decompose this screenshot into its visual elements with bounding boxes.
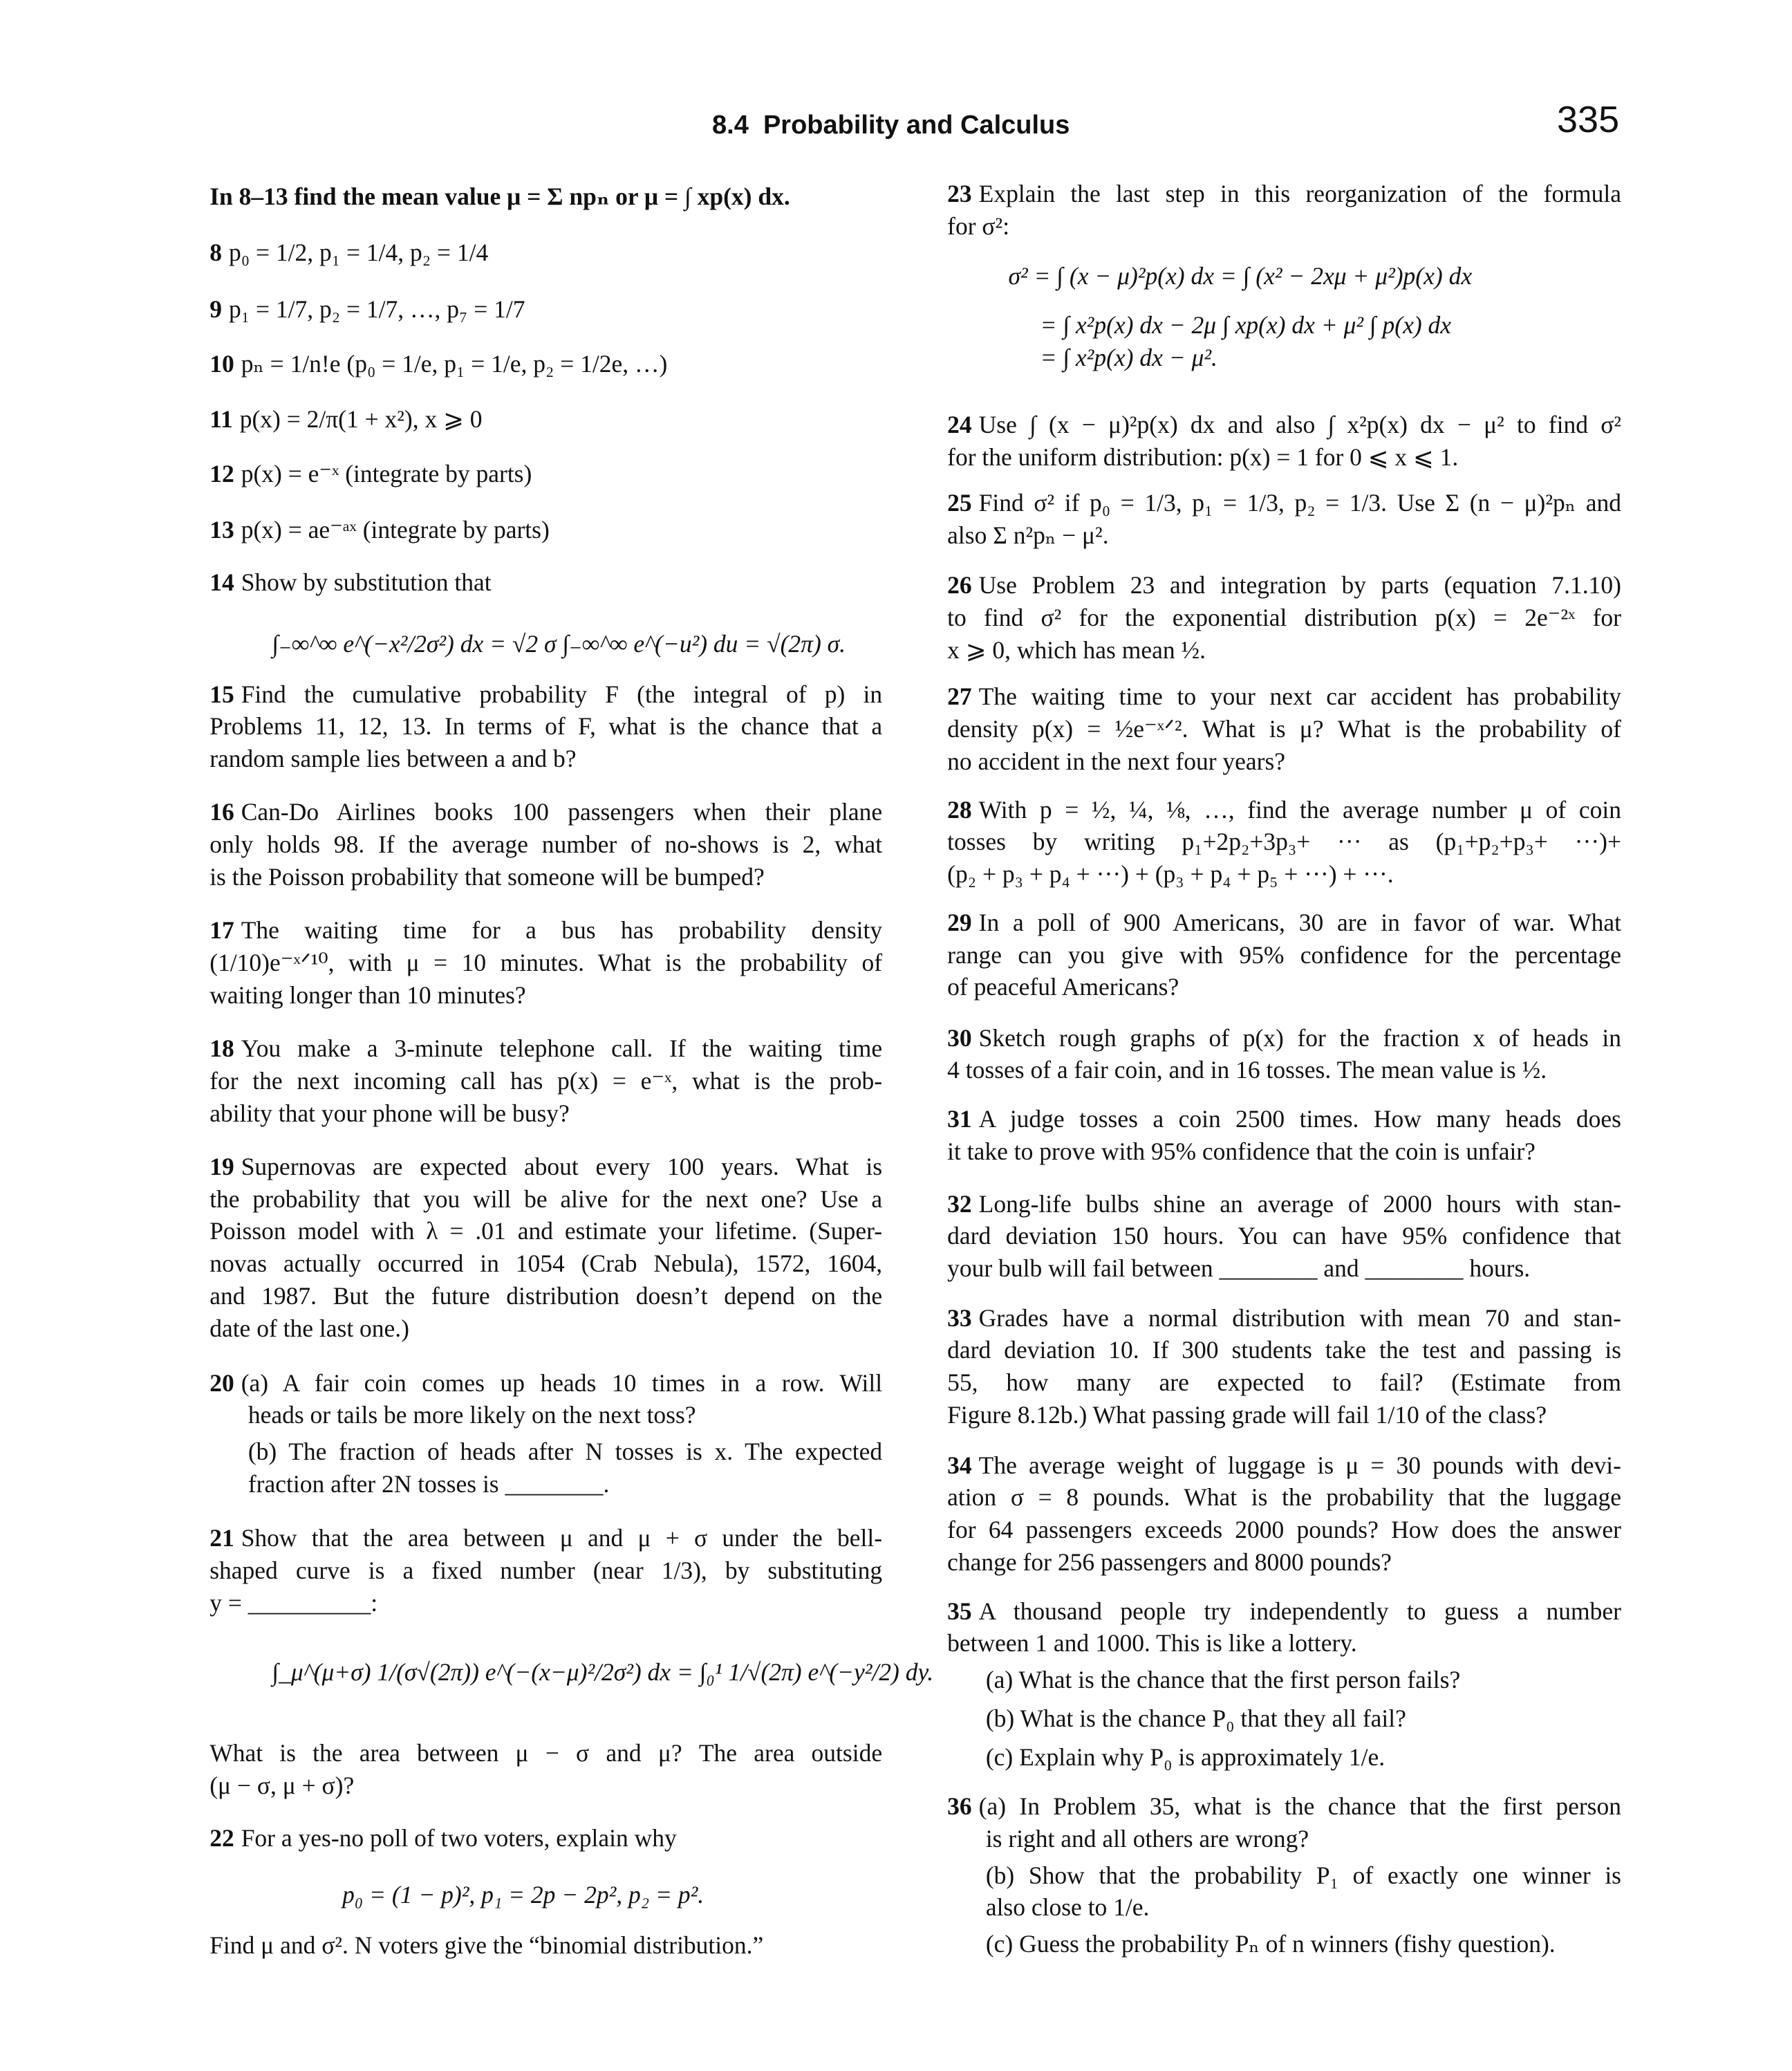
- line-text: ation σ = 8 pounds. What is the probability that the luggage: [947, 1483, 1621, 1512]
- problem-text-line: [947, 826, 1621, 857]
- line-text: (1/10)e⁻ˣᐟ¹⁰, with μ = 10 minutes. What is the probability of: [209, 949, 883, 976]
- line-text: The waiting time for a bus has probability density: [241, 916, 883, 945]
- problem-number: 15: [209, 680, 234, 708]
- line-text: random sample lies between a and b?: [209, 745, 577, 773]
- problem-number: 33: [947, 1303, 972, 1332]
- line-text: σ² = ∫ (x − μ)²p(x) dx = ∫ (x² − 2xμ + μ²)p(x) dx: [1008, 262, 1473, 290]
- line-text: 4 tosses of a fair coin, and in 16 tosses. The mean value is ½.: [947, 1056, 1547, 1084]
- line-text: also close to 1/e.: [985, 1893, 1150, 1922]
- problem-text-line: [209, 710, 882, 742]
- line-text: Problems 11, 12, 13. In terms of F, what is the chance that a: [209, 712, 883, 741]
- line-text: date of the last one.): [209, 1314, 410, 1342]
- problem-text-line: [209, 1522, 882, 1554]
- problem-number: 27: [947, 682, 972, 711]
- problem-number: 34: [947, 1451, 972, 1479]
- problem-text-line: [947, 569, 1621, 601]
- line-text: p(x) = ae⁻ᵃˣ (integrate by parts): [241, 515, 550, 544]
- line-text: is right and all others are wrong?: [985, 1824, 1309, 1852]
- problem-number: 22: [209, 1823, 234, 1852]
- line-text: (μ − σ, μ + σ)?: [209, 1771, 355, 1799]
- problem-text-line: [947, 1481, 1621, 1513]
- line-text: The average weight of luggage is μ = 30 pounds with devi-: [978, 1451, 1621, 1479]
- line-text: Supernovas are expected about every 100 years. What is: [241, 1152, 883, 1180]
- problem-text-line: [986, 1741, 1385, 1773]
- problem-text-line: [947, 1399, 1547, 1431]
- problem-number: 17: [209, 916, 234, 945]
- problem-text-line: [986, 1859, 1621, 1891]
- problem-text-line: [209, 180, 790, 212]
- line-text: Figure 8.12b.) What passing grade will fail 1/10 of the class?: [947, 1401, 1547, 1429]
- problem-text-line: [209, 1929, 763, 1961]
- problem-number: 11: [209, 405, 233, 434]
- line-text: p(x) = 2/π(1 + x²), x ⩾ 0: [239, 405, 483, 434]
- equation-line: [272, 1656, 933, 1688]
- section-title: Probability and Calculus: [763, 111, 1070, 140]
- line-text: shaped curve is a fixed number (near 1/3), by substituting: [209, 1556, 883, 1584]
- line-text: between 1 and 1000. This is like a lottery.: [947, 1629, 1357, 1657]
- problem-number: 31: [947, 1104, 972, 1133]
- line-text: The waiting time to your next car accident has probability: [978, 682, 1621, 711]
- line-text: (c) Guess the probability Pₙ of n winners (fishy question).: [985, 1930, 1556, 1958]
- problem-text-line: [248, 1399, 696, 1431]
- problem-number: 16: [209, 798, 234, 826]
- problem-text-line: [248, 1436, 882, 1467]
- line-text: (b) The fraction of heads after N tosses is x. The expected: [248, 1438, 883, 1466]
- problem-number: 36: [947, 1792, 972, 1820]
- line-text: Can-Do Airlines books 100 passengers when their plane: [241, 798, 883, 826]
- section-number: 8.4: [712, 111, 749, 140]
- line-text: x ⩾ 0, which has mean ½.: [947, 635, 1206, 664]
- line-text: A judge tosses a coin 2500 times. How many heads does: [978, 1104, 1621, 1133]
- line-text: fraction after 2N tosses is ________.: [248, 1470, 610, 1498]
- line-text: Show that the area between μ and μ + σ under the bell-: [241, 1524, 883, 1552]
- problem-text-line: [986, 1702, 1406, 1734]
- problem-text-line: [209, 1367, 882, 1399]
- line-text: (a) What is the chance that the first person fails?: [985, 1666, 1461, 1694]
- problem-text-line: [947, 745, 1285, 777]
- line-text: ∫_μ^(μ+σ) 1/(σ√(2π)) e^(−(x−μ)²/2σ²) dx = ∫₀¹ 1/√(2π) e^(−y²/2) dy.: [272, 1657, 934, 1686]
- line-text: In 8–13 find the mean value μ = Σ npₙ or μ = ∫ xp(x) dx.: [209, 182, 790, 210]
- line-text: pₙ = 1/n!e (p₀ = 1/e, p₁ = 1/e, p₂ = 1/2e, …): [241, 349, 668, 378]
- problem-text-line: [947, 178, 1621, 210]
- problem-text-line: [209, 514, 550, 546]
- problem-text-line: [209, 1215, 882, 1247]
- equation-line: [1040, 309, 1451, 341]
- line-text: Grades have a normal distribution with mean 70 and stan-: [978, 1303, 1621, 1332]
- problem-text-line: [209, 1247, 882, 1279]
- equation-line: [1008, 260, 1472, 292]
- line-text: no accident in the next four years?: [947, 747, 1286, 776]
- problem-text-line: [209, 1151, 882, 1182]
- problem-text-line: [947, 1595, 1621, 1627]
- problem-text-line: [209, 236, 488, 268]
- problem-text-line: [947, 1449, 1621, 1481]
- problem-number: 30: [947, 1023, 972, 1052]
- line-text: What is the area between μ − σ and μ? The area outside: [209, 1738, 883, 1767]
- line-text: Find σ² if p₀ = 1/3, p₁ = 1/3, p₂ = 1/3. Use Σ (n − μ)²pₙ and: [978, 489, 1621, 517]
- line-text: (c) Explain why P₀ is approximately 1/e.: [985, 1743, 1385, 1771]
- line-text: for 64 passengers exceeds 2000 pounds? How does the answer: [947, 1516, 1621, 1544]
- problem-text-line: [947, 441, 1458, 473]
- line-text: You make a 3-minute telephone call. If the waiting time: [241, 1034, 883, 1062]
- line-text: 55, how many are expected to fail? (Estimate from: [947, 1368, 1621, 1397]
- problem-text-line: [947, 519, 1108, 551]
- line-text: also Σ n²pₙ − μ².: [947, 521, 1109, 550]
- problem-text-line: [986, 1823, 1309, 1855]
- line-text: = ∫ x²p(x) dx − μ².: [1040, 343, 1217, 371]
- problem-text-line: [947, 1220, 1621, 1252]
- line-text: p(x) = e⁻ˣ (integrate by parts): [241, 460, 532, 488]
- problem-text-line: [209, 1280, 882, 1312]
- problem-number: 20: [209, 1368, 234, 1397]
- problem-text-line: [209, 403, 482, 435]
- line-text: In a poll of 900 Americans, 30 are in favor of war. What: [978, 908, 1621, 936]
- equation-line: [342, 1879, 704, 1911]
- problem-text-line: [209, 1587, 377, 1619]
- problem-text-line: [209, 293, 525, 325]
- problem-text-line: [209, 828, 882, 860]
- problem-text-line: [947, 1546, 1392, 1578]
- line-text: only holds 98. If the average number of no-shows is 2, what: [209, 830, 883, 859]
- problem-text-line: [986, 1891, 1150, 1923]
- problem-text-line: [947, 1366, 1621, 1398]
- problem-text-line: [248, 1468, 610, 1500]
- line-text: A thousand people try independently to guess a number: [978, 1597, 1621, 1625]
- problem-text-line: [947, 1103, 1621, 1135]
- line-text: is the Poisson probability that someone will be bumped?: [209, 863, 765, 891]
- problem-number: 29: [947, 908, 972, 936]
- problem-text-line: [947, 1252, 1530, 1284]
- line-text: your bulb will fail between ________ and ________ hours.: [947, 1254, 1531, 1283]
- problem-number: 9: [209, 295, 222, 324]
- line-text: change for 256 passengers and 8000 pounds?: [947, 1548, 1392, 1577]
- problem-text-line: [947, 487, 1621, 519]
- problem-text-line: [209, 1770, 354, 1801]
- problem-text-line: [947, 680, 1621, 712]
- line-text: it take to prove with 95% confidence that the coin is unfair?: [947, 1137, 1536, 1165]
- problem-number: 26: [947, 571, 972, 600]
- problem-text-line: [209, 914, 882, 946]
- problem-number: 21: [209, 1524, 234, 1552]
- problem-text-line: [209, 947, 882, 978]
- problem-text-line: [209, 796, 882, 828]
- problem-number: 13: [209, 515, 234, 544]
- line-text: Sketch rough graphs of p(x) for the fraction x of heads in: [978, 1023, 1621, 1052]
- problem-text-line: [947, 858, 1393, 890]
- problem-text-line: [209, 1032, 882, 1064]
- line-text: Show by substitution that: [241, 568, 492, 597]
- problem-text-line: [209, 979, 525, 1011]
- page-number: 335: [1557, 99, 1620, 140]
- problem-text-line: [209, 566, 491, 598]
- line-text: tosses by writing p₁+2p₂+3p₃+ ··· as (p₁+p₂+p₃+ ···)+: [947, 828, 1621, 856]
- problem-text-line: [947, 971, 1179, 1003]
- line-text: for the uniform distribution: p(x) = 1 for 0 ⩽ x ⩽ 1.: [947, 443, 1459, 471]
- problem-text-line: [947, 1054, 1547, 1086]
- line-text: p₀ = 1/2, p₁ = 1/4, p₂ = 1/4: [228, 238, 489, 266]
- problem-text-line: [209, 1554, 882, 1586]
- line-text: Use ∫ (x − μ)²p(x) dx and also ∫ x²p(x) dx − μ² to find σ²: [978, 411, 1621, 439]
- problem-text-line: [947, 1334, 1621, 1366]
- line-text: y = __________:: [209, 1588, 378, 1617]
- problem-number: 14: [209, 568, 234, 597]
- line-text: (b) Show that the probability P₁ of exactly one winner is: [985, 1861, 1621, 1889]
- problem-number: 19: [209, 1152, 234, 1180]
- problem-text-line: [947, 1627, 1357, 1659]
- equation-line: [272, 628, 846, 660]
- line-text: (a) In Problem 35, what is the chance that the first person: [978, 1792, 1621, 1820]
- problem-text-line: [947, 939, 1621, 971]
- line-text: dard deviation 10. If 300 students take the test and passing is: [947, 1336, 1621, 1364]
- problem-text-line: [209, 1822, 677, 1854]
- problem-text-line: [209, 1183, 882, 1215]
- line-text: Long-life bulbs shine an average of 2000 hours with stan-: [978, 1189, 1621, 1218]
- problem-text-line: [947, 1302, 1621, 1334]
- line-text: ability that your phone will be busy?: [209, 1099, 570, 1127]
- line-text: With p = ½, ¼, ⅛, …, find the average number μ of coin: [978, 795, 1621, 824]
- line-text: (b) What is the chance P₀ that they all fail?: [985, 1705, 1406, 1733]
- problem-number: 28: [947, 795, 972, 824]
- problem-text-line: [947, 409, 1621, 440]
- line-text: For a yes-no poll of two voters, explain why: [241, 1823, 677, 1852]
- line-text: Use Problem 23 and integration by parts (equation 7.1.10): [978, 571, 1621, 600]
- line-text: for the next incoming call has p(x) = e⁻ˣ, what is the prob-: [209, 1066, 883, 1095]
- line-text: p₀ = (1 − p)², p₁ = 2p − 2p², p₂ = p².: [342, 1881, 704, 1909]
- problem-number: 10: [209, 349, 234, 378]
- problem-number: 25: [947, 489, 972, 517]
- problem-number: 12: [209, 460, 234, 488]
- problem-text-line: [947, 634, 1206, 666]
- problem-number: 32: [947, 1189, 972, 1218]
- problem-number: 23: [947, 180, 972, 208]
- problem-text-line: [209, 743, 576, 774]
- line-text: (a) A fair coin comes up heads 10 times in a row. Will: [241, 1368, 883, 1397]
- problem-number: 8: [209, 238, 222, 266]
- problem-number: 24: [947, 411, 972, 439]
- line-text: Poisson model with λ = .01 and estimate your lifetime. (Super-: [209, 1217, 883, 1245]
- line-text: for σ²:: [947, 212, 1010, 240]
- line-text: Find μ and σ². N voters give the “binomial distribution.”: [209, 1931, 764, 1960]
- problem-text-line: [947, 1188, 1621, 1220]
- line-text: = ∫ x²p(x) dx − 2μ ∫ xp(x) dx + μ² ∫ p(x) dx: [1040, 311, 1452, 340]
- line-text: Explain the last step in this reorganization of the formula: [978, 180, 1621, 208]
- running-header: [712, 111, 1070, 140]
- problem-text-line: [947, 1514, 1621, 1545]
- problem-number: 18: [209, 1034, 234, 1062]
- problem-number: 35: [947, 1597, 972, 1625]
- problem-text-line: [209, 861, 765, 893]
- problem-text-line: [986, 1664, 1460, 1696]
- problem-text-line: [209, 678, 882, 710]
- line-text: range can you give with 95% confidence for the percentage: [947, 940, 1621, 969]
- problem-text-line: [947, 794, 1621, 826]
- problem-text-line: [947, 907, 1621, 938]
- line-text: (p₂ + p₃ + p₄ + ···) + (p₃ + p₄ + p₅ + ···) + ···.: [947, 860, 1394, 889]
- problem-text-line: [209, 458, 532, 490]
- line-text: heads or tails be more likely on the next toss?: [248, 1401, 696, 1429]
- line-text: ∫₋∞^∞ e^(−x²/2σ²) dx = √2 σ ∫₋∞^∞ e^(−u²) du = √(2π) σ.: [272, 629, 846, 658]
- equation-line: [1040, 342, 1217, 373]
- problem-text-line: [947, 602, 1621, 633]
- line-text: waiting longer than 10 minutes?: [209, 981, 526, 1009]
- problem-text-line: [947, 210, 1009, 242]
- problem-text-line: [947, 713, 1621, 745]
- problem-text-line: [947, 1135, 1536, 1167]
- problem-text-line: [209, 1312, 409, 1344]
- line-text: p₁ = 1/7, p₂ = 1/7, …, p₇ = 1/7: [228, 295, 525, 324]
- problem-text-line: [209, 1065, 882, 1097]
- line-text: novas actually occurred in 1054 (Crab Nebula), 1572, 1604,: [209, 1250, 883, 1278]
- line-text: Find the cumulative probability F (the integral of p) in: [241, 680, 883, 708]
- line-text: dard deviation 150 hours. You can have 95% confidence that: [947, 1222, 1621, 1250]
- problem-text-line: [947, 1022, 1621, 1054]
- problem-text-line: [986, 1928, 1556, 1960]
- line-text: the probability that you will be alive for the next one? Use a: [209, 1185, 883, 1213]
- line-text: density p(x) = ½e⁻ˣᐟ². What is μ? What is the probability of: [947, 715, 1621, 743]
- problem-text-line: [209, 1737, 882, 1769]
- line-text: to find σ² for the exponential distribution p(x) = 2e⁻²ˣ for: [947, 604, 1621, 632]
- problem-text-line: [947, 1790, 1621, 1822]
- line-text: and 1987. But the future distribution doesn’t depend on the: [209, 1282, 883, 1310]
- problem-text-line: [209, 1097, 570, 1129]
- line-text: of peaceful Americans?: [947, 973, 1179, 1001]
- problem-text-line: [209, 348, 667, 380]
